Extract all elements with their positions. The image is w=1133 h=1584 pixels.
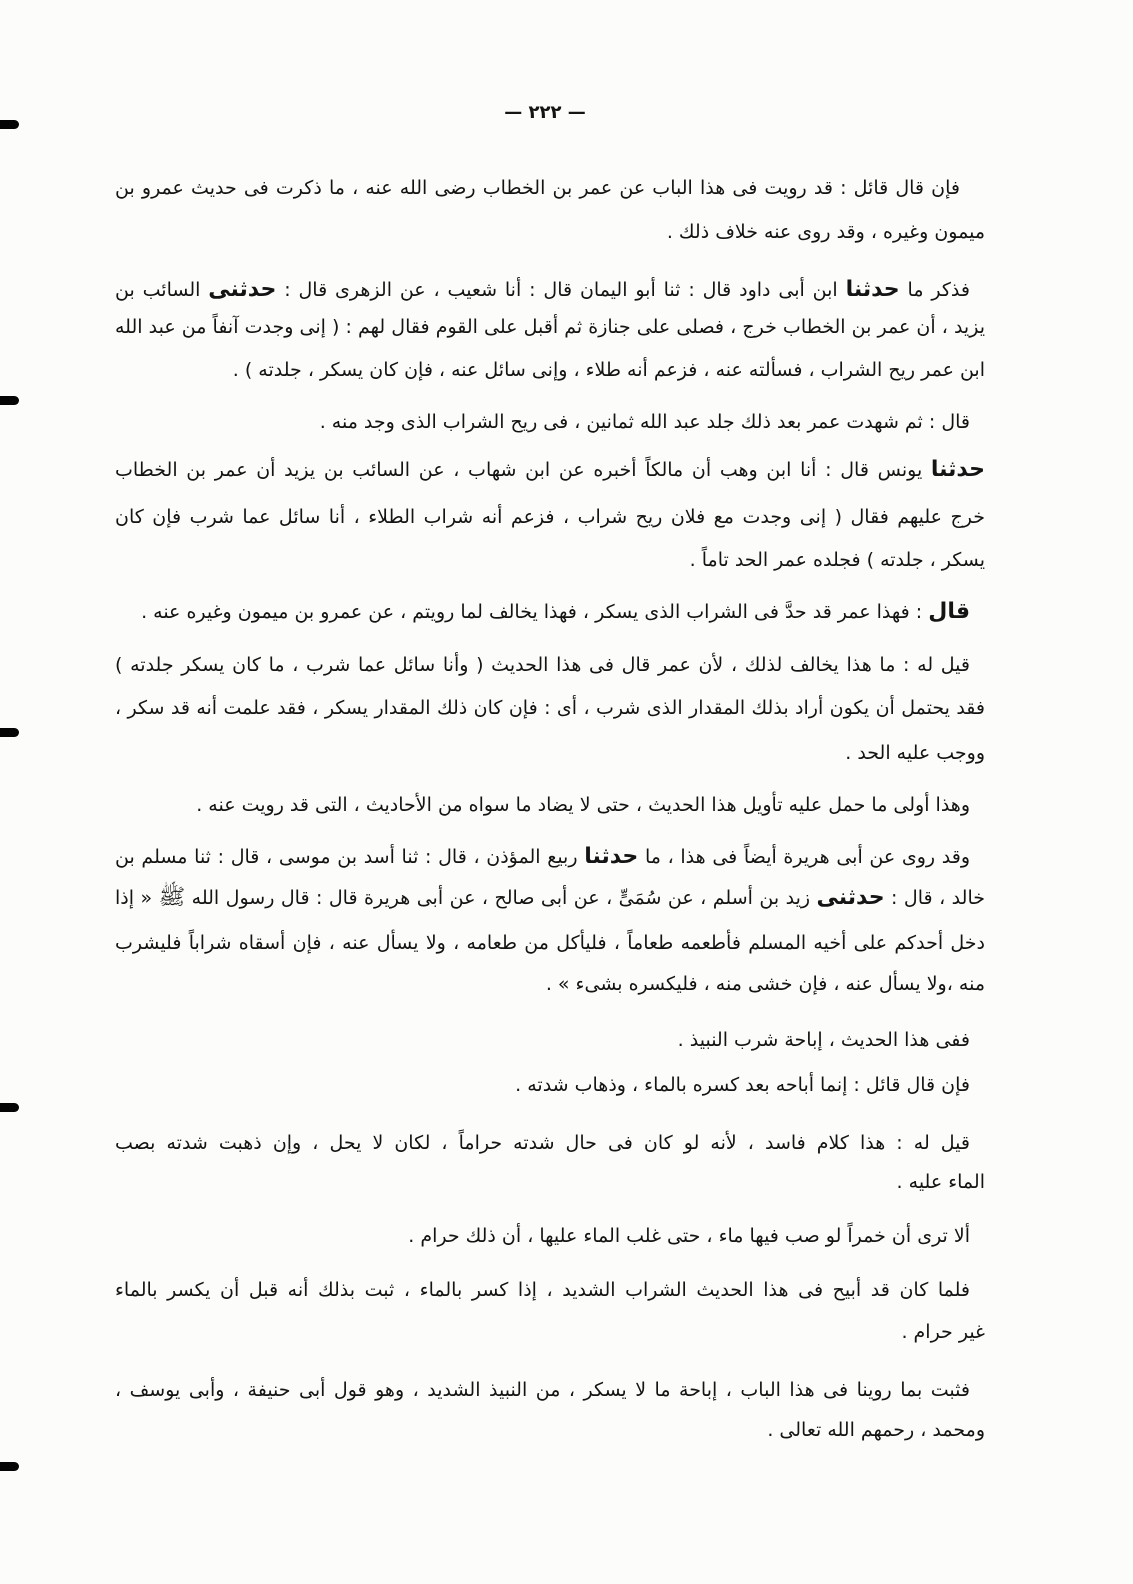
line-text: السائب بن <box>115 279 209 301</box>
text-line <box>115 212 985 252</box>
honorific-ligature: ﷺ <box>158 885 186 910</box>
line-text: قال : ثم شهدت عمر بعد ذلك جلد عبد الله ثمانين ، فى ريح الشراب الذى وجد منه . <box>319 411 970 433</box>
text-line <box>115 688 985 728</box>
speaker-keyword: قال <box>928 599 970 624</box>
line-text: قيل له : ما هذا يخالف لذلك ، لأن عمر قال فى هذا الحديث ( وأنا سائل عما شرب ، ما كان يسكر جلدته ) <box>115 654 970 676</box>
line-text: ابن عمر ريح الشراب ، فسألته عنه ، فزعم أنه طلاء ، وإنى سائل عنه ، فإن كان يسكر ، جلدته ) . <box>232 359 985 381</box>
narration-keyword: حدثنا <box>584 844 639 869</box>
line-text: ووجب عليه الحد . <box>845 742 985 764</box>
line-text: خرج عليهم فقال ( إنى وجدت مع فلان ريح شراب ، فزعم أنه شراب الطلاء ، أنا سائل عما شرب فإن كان <box>115 506 985 528</box>
line-text: دخل أحدكم على أخيه المسلم فأطعمه طعاماً ، فليأكل من طعامه ، ولا يسأل عنه ، فإن أسقاه شراباً فليشرب <box>115 932 985 954</box>
text-line <box>115 1370 985 1410</box>
text-line <box>115 402 985 442</box>
line-text: وقد روى عن أبى هريرة أيضاً فى هذا ، ما <box>638 846 971 868</box>
line-text: « إذا <box>115 887 159 909</box>
line-text: ألا ترى أن خمراً لو صب فيها ماء ، حتى غلب الماء عليها ، أن ذلك حرام . <box>408 1225 970 1247</box>
narration-keyword: حدثنا <box>930 457 985 482</box>
line-text: وهذا أولى ما حمل عليه تأويل هذا الحديث ، حتى لا يضاد ما سواه من الأحاديث ، التى قد رويت عنه . <box>196 794 970 816</box>
text-line <box>115 1020 985 1060</box>
text-line <box>115 785 985 825</box>
line-text: ابن أبى داود قال : ثنا أبو اليمان قال : أنا شعيب ، عن الزهرى قال : <box>276 279 846 301</box>
page-number: — ٢٢٢ — <box>504 102 586 123</box>
text-line <box>115 1162 985 1202</box>
line-text: الماء عليه . <box>896 1171 985 1193</box>
narration-keyword: حدثنى <box>208 277 277 302</box>
text-line <box>115 1270 985 1310</box>
text-line <box>115 733 985 773</box>
line-text: فإن قال قائل : إنما أباحه بعد كسره بالماء ، وذهاب شدته . <box>515 1074 970 1096</box>
text-line <box>115 450 985 490</box>
text-line <box>115 837 985 877</box>
line-text: فذكر ما <box>899 279 970 301</box>
narration-keyword: حدثنى <box>816 885 885 910</box>
line-text: ومحمد ، رحمهم الله تعالى . <box>767 1419 985 1441</box>
text-line <box>115 592 985 632</box>
line-text: ميمون وغيره ، وقد روى عنه خلاف ذلك . <box>666 221 985 243</box>
text-line <box>115 878 985 918</box>
line-text: يسكر ، جلدته ) فجلده عمر الحد تاماً . <box>689 549 985 571</box>
scan-mark <box>0 396 19 405</box>
line-text: ففى هذا الحديث ، إباحة شرب النبيذ . <box>677 1029 970 1051</box>
scan-mark <box>0 728 19 737</box>
text-line <box>115 923 985 963</box>
line-text: فثبت بما روينا فى هذا الباب ، إباحة ما لا يسكر ، من النبيذ الشديد ، وهو قول أبى حنيفة ، وأبى يوسف ، <box>115 1379 970 1401</box>
line-text: فلما كان قد أبيح فى هذا الحديث الشراب الشديد ، إذا كسر بالماء ، ثبت بذلك أنه قبل أن يكسر بالماء <box>115 1279 970 1301</box>
line-text: قيل له : هذا كلام فاسد ، لأنه لو كان فى حال شدته حراماً ، لكان لا يحل ، وإن ذهبت شدته بصب <box>115 1132 970 1154</box>
text-line <box>115 350 985 390</box>
text-line <box>115 645 985 685</box>
line-text: فإن قال قائل : قد رويت فى هذا الباب عن عمر بن الخطاب رضى الله عنه ، ما ذكرت فى حديث عمرو بن <box>115 177 960 199</box>
line-text: يونس قال : أنا ابن وهب أن مالكاً أخبره عن ابن شهاب ، عن السائب بن يزيد أن عمر بن الخطاب <box>115 459 931 481</box>
text-line <box>115 307 985 347</box>
text-line <box>115 540 985 580</box>
text-line <box>115 168 985 208</box>
text-line <box>115 1065 985 1105</box>
line-text: منه ،ولا يسأل عنه ، فإن خشى منه ، فليكسره بشىء » . <box>545 973 985 995</box>
text-line <box>115 1312 985 1352</box>
line-text: : فهذا عمر قد حدَّ فى الشراب الذى يسكر ، فهذا يخالف لما رويتم ، عن عمرو بن ميمون وغيره عنه . <box>141 601 929 623</box>
text-line <box>115 964 985 1004</box>
text-line <box>115 1216 985 1256</box>
text-line <box>115 270 985 310</box>
narration-keyword: حدثنا <box>845 277 900 302</box>
scan-mark <box>0 1462 19 1471</box>
line-text: فقد يحتمل أن يكون أراد بذلك المقدار الذى شرب ، أى : فإن كان ذلك المقدار يسكر ، فقد علمت أنه قد سكر ، <box>115 697 985 719</box>
scan-mark <box>0 1103 19 1112</box>
line-text: زيد بن أسلم ، عن سُمَىٍّ ، عن أبى صالح ، عن أبى هريرة قال : قال رسول الله <box>185 887 817 909</box>
line-text: يزيد ، أن عمر بن الخطاب خرج ، فصلى على جنازة ثم أقبل على القوم فقال لهم : ( إنى وجدت آنفاً من عبد الله <box>115 316 985 338</box>
line-text: غير حرام . <box>901 1321 985 1343</box>
line-text: خالد ، قال : <box>884 887 985 909</box>
text-line <box>115 1123 985 1163</box>
text-line <box>115 497 985 537</box>
text-line <box>115 1410 985 1450</box>
line-text: ربيع المؤذن ، قال : ثنا أسد بن موسى ، قال : ثنا مسلم بن <box>115 846 585 868</box>
